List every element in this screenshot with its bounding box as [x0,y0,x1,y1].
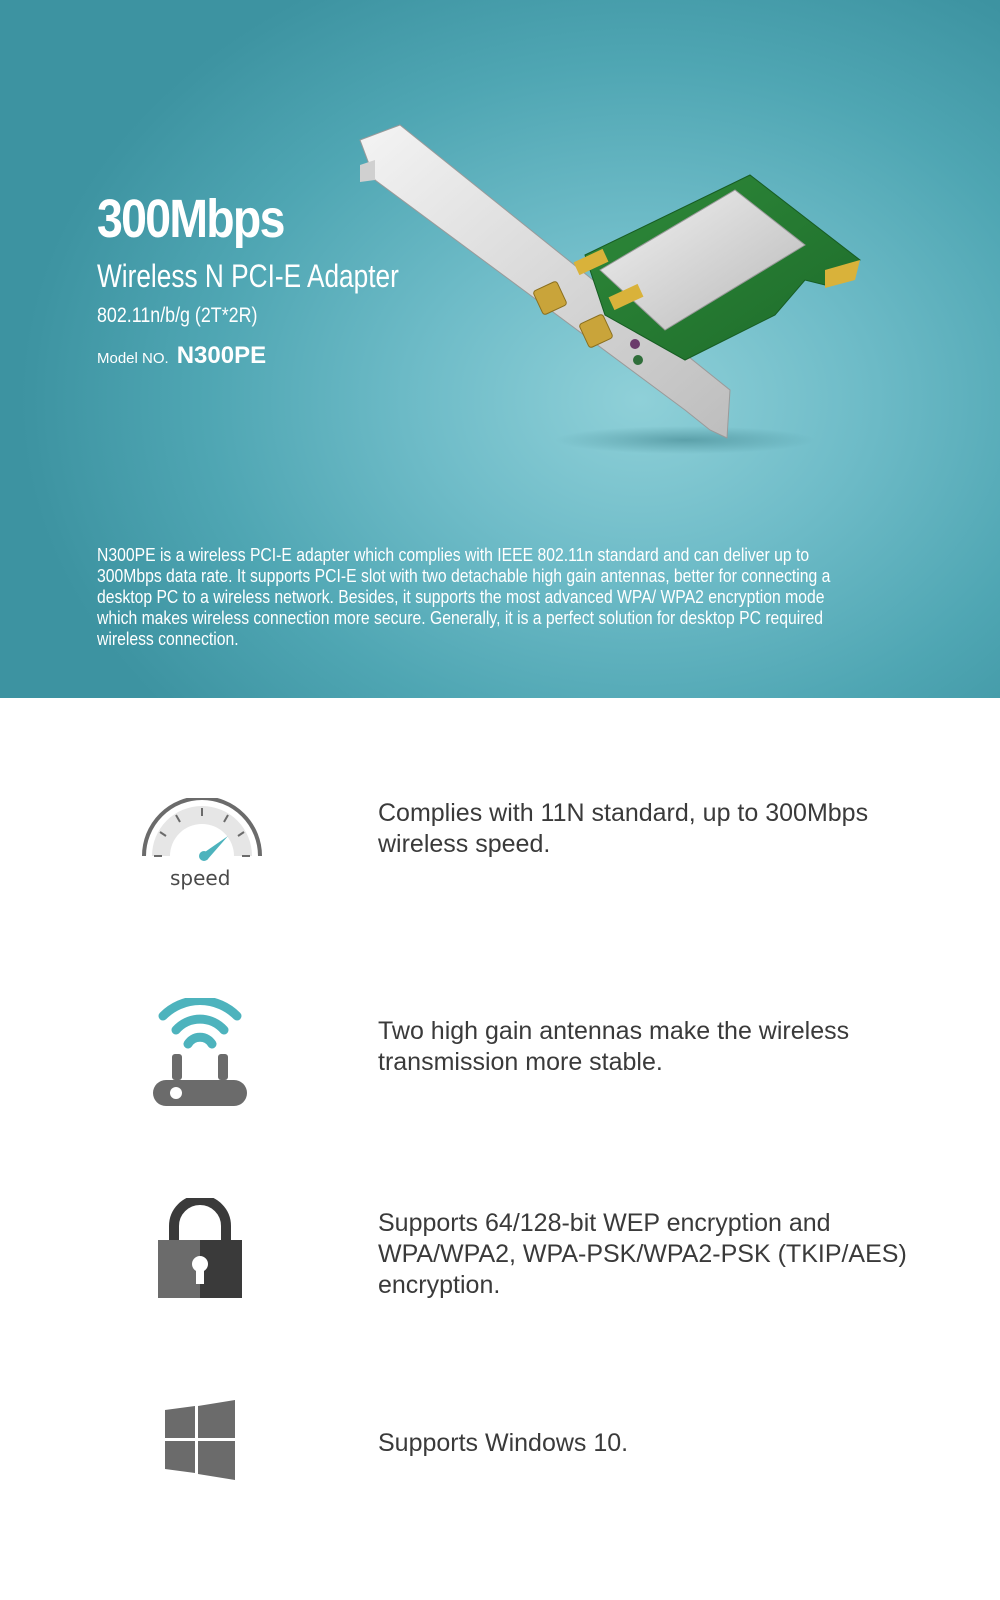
feature-text-windows: Supports Windows 10. [378,1429,629,1457]
hero-banner [0,0,1000,698]
feature-text-speed: Complies with 11N standard, up to 300Mbps wireless speed. [378,799,869,858]
lock-icon [130,1198,270,1318]
speed-icon-label: speed [170,866,231,890]
model-value: N300PE [176,342,267,369]
feature-text-encryption: Supports 64/128-bit WEP encryption and WPA/WPA2, WPA-PSK/WPA2-PSK (TKIP/AES) encryption. [378,1209,907,1299]
model-label: Model NO. [97,350,169,367]
wireless-standard: 802.11n/b/g (2T*2R) [97,304,258,327]
product-subtitle: Wireless N PCI-E Adapter [97,258,399,294]
headline: 300Mbps [97,189,284,249]
windows-icon [130,1398,270,1518]
feature-text-antennas: Two high gain antennas make the wireless transmission more stable. [378,1017,850,1076]
speedometer-icon [130,798,270,918]
router-wifi-icon [130,998,270,1118]
pcie-adapter-image [355,120,895,480]
product-description: N300PE is a wireless PCI-E adapter which complies with IEEE 802.11n standard and can deliver up to 300Mbps data rate. It supports PCI-E slot with two detachable high gain antennas, better for connecting a desktop PC to a wireless network. Besides, it supports the most advanced WPA/ WPA2 encryption mode which makes wireless connection more secure. Generally, it is a perfect solution for desktop PC required wireless connection. [97,544,831,649]
